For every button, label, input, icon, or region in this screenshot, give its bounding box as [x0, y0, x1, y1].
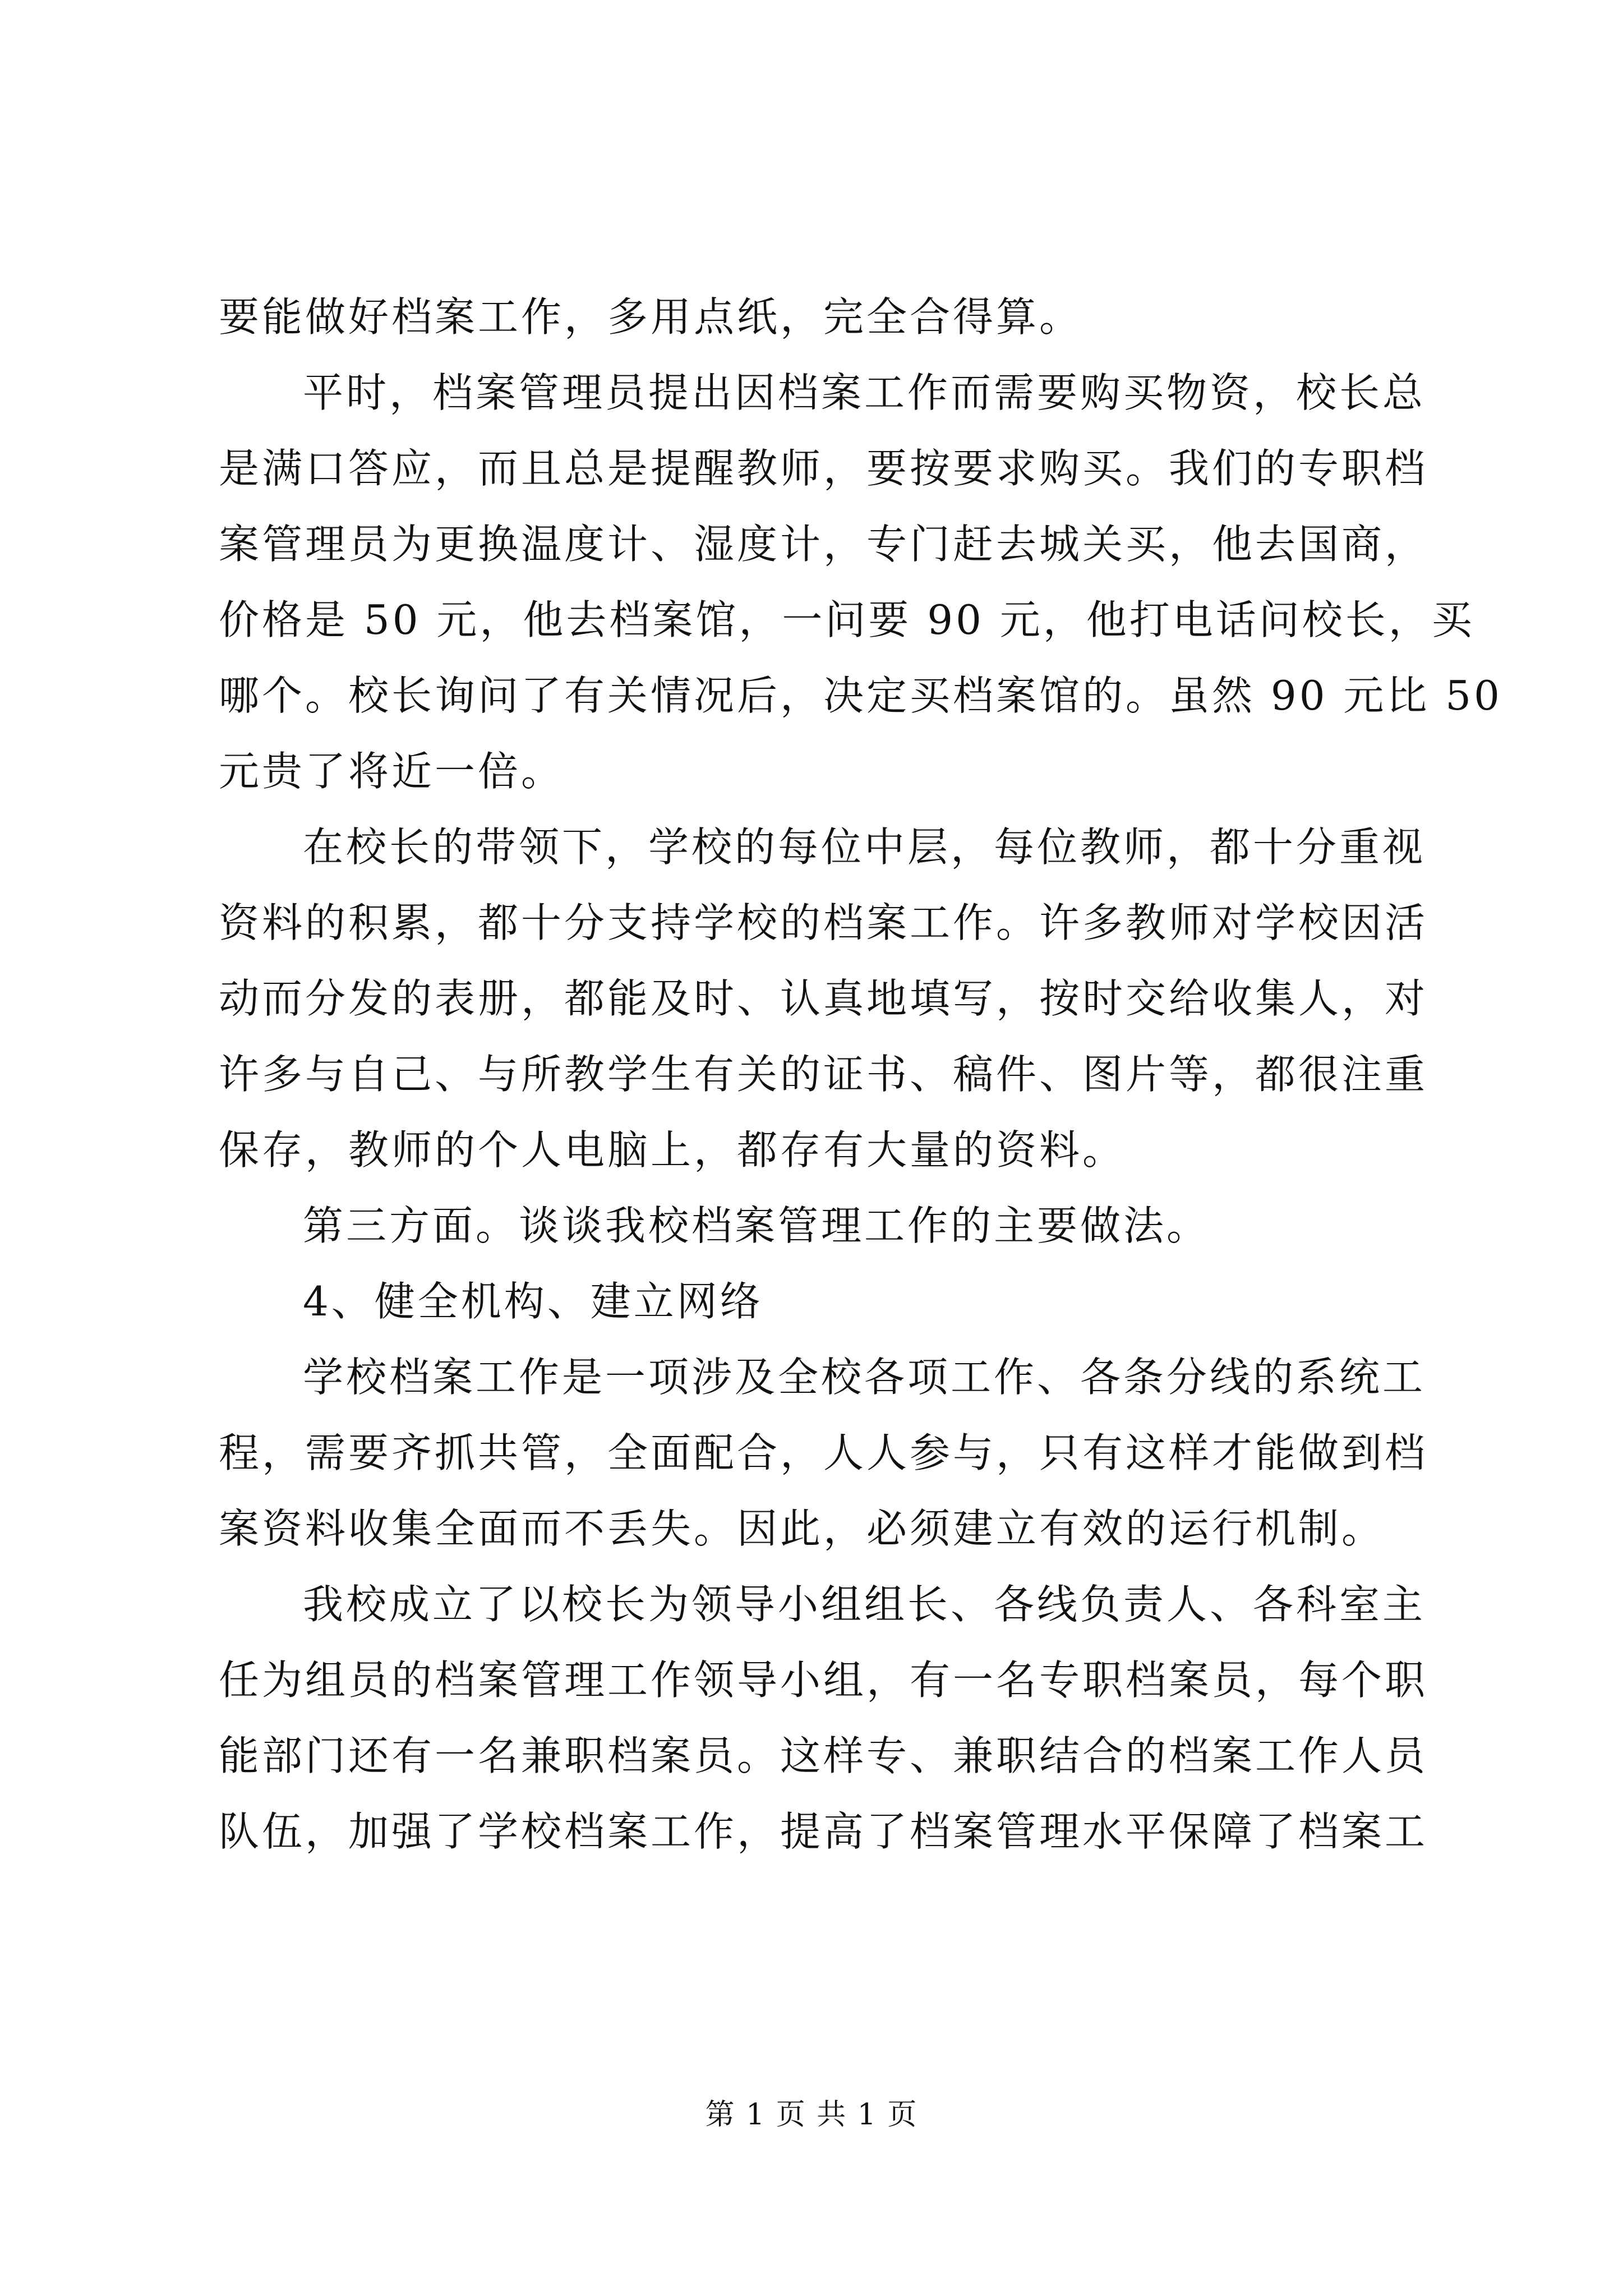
text-line: 任为组员的档案管理工作领导小组，有一名专职档案员，每个职 [219, 1657, 1428, 1704]
text-line: 我校成立了以校长为领导小组组长、各线负责人、各科室主 [303, 1581, 1426, 1628]
text-line: 元贵了将近一倍。 [219, 748, 565, 795]
text-line: 动而分发的表册，都能及时、认真地填写，按时交给收集人，对 [219, 975, 1428, 1022]
text-line: 案资料收集全面而不丢失。因此，必须建立有效的运行机制。 [219, 1505, 1385, 1552]
text-line: 第三方面。谈谈我校档案管理工作的主要做法。 [303, 1202, 1210, 1249]
text-line: 资料的积累，都十分支持学校的档案工作。许多教师对学校因活 [219, 899, 1428, 946]
text-line: 队伍，加强了学校档案工作，提高了档案管理水平保障了档案工 [219, 1808, 1428, 1855]
text-line: 程，需要齐抓共管，全面配合，人人参与，只有这样才能做到档 [219, 1429, 1428, 1476]
text-line: 能部门还有一名兼职档案员。这样专、兼职结合的档案工作人员 [219, 1732, 1428, 1779]
text-line: 要能做好档案工作，多用点纸，完全合得算。 [219, 293, 1083, 341]
page-number-footer: 第 1 页 共 1 页 [705, 2098, 918, 2132]
text-line: 在校长的带领下，学校的每位中层，每位教师，都十分重视 [303, 823, 1426, 871]
text-line: 学校档案工作是一项涉及全校各项工作、各条分线的系统工 [303, 1354, 1426, 1401]
text-line: 哪个。校长询问了有关情况后，决定买档案馆的。虽然 90 元比 50 [219, 672, 1502, 719]
text-line: 案管理员为更换温度计、湿度计，专门赶去城关买，他去国商， [219, 521, 1428, 568]
text-line: 价格是 50 元，他去档案馆，一问要 90 元，他打电话问校长，买 [219, 596, 1475, 643]
text-line: 4、健全机构、建立网络 [303, 1278, 763, 1325]
text-line: 保存，教师的个人电脑上，都存有大量的资料。 [219, 1126, 1126, 1174]
text-line: 许多与自己、与所教学生有关的证书、稿件、图片等，都很注重 [219, 1051, 1428, 1098]
text-line: 是满口答应，而且总是提醒教师，要按要求购买。我们的专职档 [219, 445, 1428, 492]
text-line: 平时，档案管理员提出因档案工作而需要购买物资，校长总 [303, 369, 1426, 416]
